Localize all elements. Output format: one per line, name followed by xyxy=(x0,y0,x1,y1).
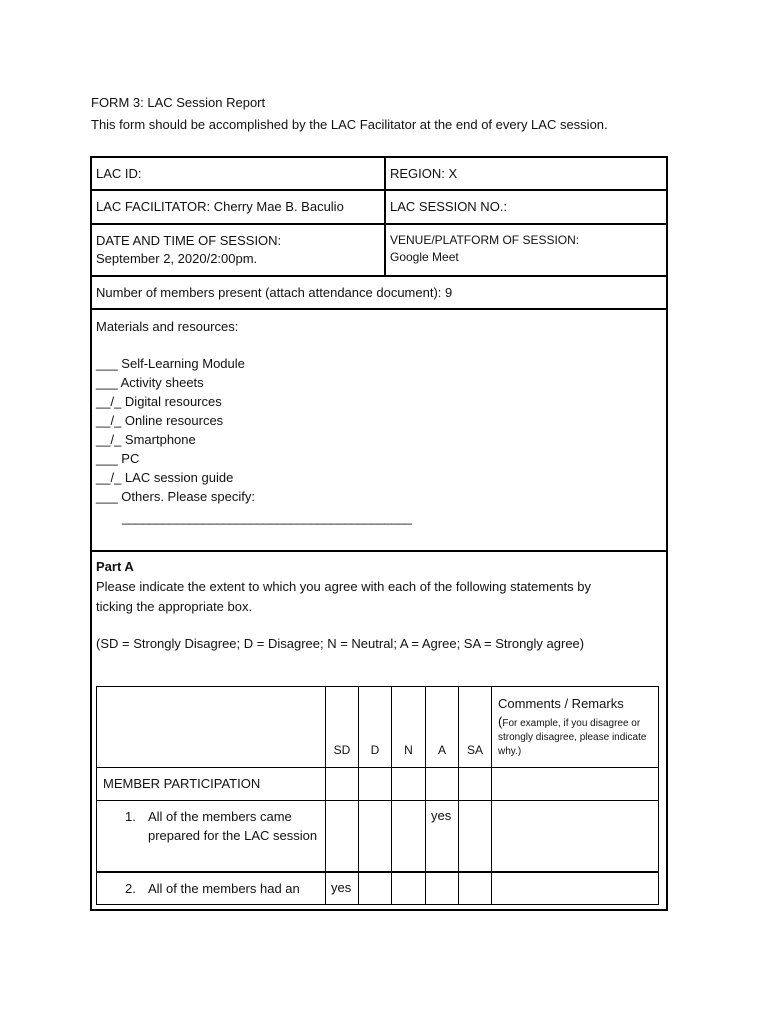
date-label: DATE AND TIME OF SESSION: xyxy=(96,233,282,248)
part-a-instruction: ticking the appropriate box. xyxy=(96,599,253,614)
session-no-field: LAC SESSION NO.: xyxy=(390,199,508,214)
divider xyxy=(92,275,666,277)
section-member-participation: MEMBER PARTICIPATION xyxy=(103,776,261,791)
table-divider xyxy=(97,871,658,873)
divider xyxy=(92,189,666,191)
table-divider xyxy=(491,687,492,904)
column-header-a: A xyxy=(437,743,446,757)
rating-legend: (SD = Strongly Disagree; D = Disagree; N = Neutral; A = Agree; SA = Strongly agree) xyxy=(96,636,585,651)
material-item: __/_ Smartphone xyxy=(96,432,196,447)
table-divider xyxy=(391,687,392,904)
material-item: ___ Others. Please specify: xyxy=(96,489,255,504)
remarks-note-paren: ( xyxy=(498,714,503,729)
column-header-sd: SD xyxy=(333,743,351,757)
date-value: September 2, 2020/2:00pm. xyxy=(96,251,258,266)
material-item: __/_ Digital resources xyxy=(96,394,222,409)
part-a-heading: Part A xyxy=(96,559,134,574)
column-header-n: N xyxy=(404,743,413,757)
facilitator-field: LAC FACILITATOR: Cherry Mae B. Baculio xyxy=(96,199,344,214)
materials-label: Materials and resources: xyxy=(96,319,239,334)
table-divider xyxy=(97,767,658,768)
material-item: ___ PC xyxy=(96,451,140,466)
divider xyxy=(92,223,666,225)
column-header-d: D xyxy=(370,743,380,757)
table-divider xyxy=(97,800,658,801)
item-number: 1. xyxy=(125,809,136,824)
venue-value: Google Meet xyxy=(390,250,459,264)
part-a-instruction: Please indicate the extent to which you agree with each of the following statements by xyxy=(96,579,592,594)
item-number: 2. xyxy=(125,881,136,896)
members-present: Number of members present (attach attendance document): 9 xyxy=(96,285,453,300)
divider xyxy=(384,158,386,275)
statement-text: All of the members came prepared for the LAC session xyxy=(148,809,318,843)
answer-cell: yes xyxy=(431,808,452,823)
table-divider xyxy=(458,687,459,904)
column-header-sa: SA xyxy=(466,743,483,757)
rating-table xyxy=(96,686,659,905)
remarks-note xyxy=(498,715,658,759)
remarks-header: Comments / Remarks xyxy=(498,696,624,711)
material-item: ___ Activity sheets xyxy=(96,375,204,390)
divider xyxy=(92,308,666,310)
region-field: REGION: X xyxy=(390,166,458,181)
material-item: __/_ LAC session guide xyxy=(96,470,234,485)
divider xyxy=(92,550,666,552)
material-item: __/_ Online resources xyxy=(96,413,224,428)
statement-text: All of the members had an xyxy=(148,881,300,896)
table-divider xyxy=(358,687,359,904)
remarks-note-text: For example, if you disagree or strongly disagree, please indicate why.) xyxy=(498,718,647,757)
specify-line: ___________________________________________ xyxy=(122,510,412,525)
lac-id-field: LAC ID: xyxy=(96,166,142,181)
venue-label: VENUE/PLATFORM OF SESSION: xyxy=(390,233,580,247)
material-item: ___ Self-Learning Module xyxy=(96,356,245,371)
form-title: FORM 3: LAC Session Report xyxy=(91,95,266,110)
table-divider xyxy=(425,687,426,904)
table-divider xyxy=(325,687,326,904)
answer-cell: yes xyxy=(331,880,352,895)
form-instructions: This form should be accomplished by the LAC Facilitator at the end of every LAC session. xyxy=(91,117,608,132)
